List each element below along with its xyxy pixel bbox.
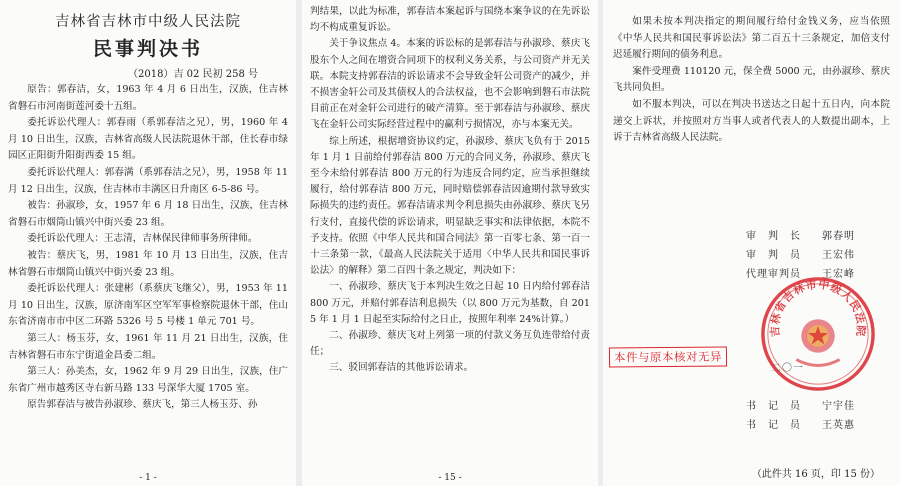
signature-clerk <box>746 397 855 412</box>
paragraph: 委托诉讼代理人：张建彬（系蔡庆飞继父），男，1953 年 11 月 10 日出生，汉族，原济南军区空军军事检察院退休干部，住山东省济南市市中区二环路 5326 号 5 号楼 1 单元 701 号。 <box>8 283 288 328</box>
page-number: - 15 - <box>438 473 462 483</box>
paragraph: 第三人：孙美杰，女，1962 年 9 月 29 日出生，汉族，住广东省广州市越秀区寺右新马路 133 号深华大厦 1705 室。 <box>8 366 288 394</box>
signature-judge <box>746 246 855 261</box>
paragraph: 二、孙淑珍、蔡庆飞对上列第一项的付款义务互负连带给付责任； <box>310 330 590 358</box>
signature-name: 王英惠 <box>822 420 855 431</box>
paragraph: 如不服本判决，可以在判决书送达之日起十五日内，向本院递交上诉状，并按照对方当事人或者代表人的人数提出副本，上诉于吉林省高级人民法院。 <box>613 98 890 144</box>
court-seal-icon <box>759 275 877 393</box>
signature-name: 郭春明 <box>822 231 855 242</box>
signature-role: 书 记 员 <box>746 401 801 412</box>
signature-presiding-judge <box>746 227 855 242</box>
signature-role: 代理审判员 <box>746 269 801 280</box>
page-number: - 1 - <box>139 473 157 483</box>
court-name: 吉林省吉林市中级人民法院 <box>55 14 241 30</box>
paragraph: 被告：蔡庆飞，男，1981 年 10 月 13 日出生，汉族，住吉林省磐石市烟筒山镇兴中街兴委 23 组。 <box>8 249 288 278</box>
signature-name: 宁宇佳 <box>822 401 855 412</box>
signature-role: 审 判 员 <box>746 250 801 261</box>
document-page-16 <box>603 0 900 486</box>
signature-name: 王宏伟 <box>822 250 855 261</box>
paragraph: 原告郭春洁与被告孙淑珍、蔡庆飞，第三人杨玉芬、孙 <box>27 399 258 411</box>
document-title: 民事判决书 <box>92 38 203 60</box>
judgment-date: 二〇一 <box>771 363 804 374</box>
document-page-1 <box>0 0 296 486</box>
signature-name: 王宏峰 <box>822 269 855 280</box>
seal-text: 吉林省吉林市中级人民法院 <box>768 277 868 338</box>
paragraph: 被告：孙淑珍，女，1957 年 6 月 18 日出生，汉族，住吉林省磐石市烟筒山镇兴中街兴委 23 组。 <box>8 200 288 228</box>
paragraph: 第三人：杨玉芬，女，1961 年 11 月 21 日出生，汉族，住吉林省磐石市东宁街道金昌委二组。 <box>8 332 288 361</box>
paragraph: 综上所述，根据增资协议约定，孙淑珍、蔡庆飞负有于 2015 年 1 月 1 日前给付郭春洁 800 万元的合同义务，孙淑珍、蔡庆飞至今未给付郭春洁 800 万元的行为违反合同约定，应当承担继续履行，给付郭春洁 800 万元，同时赔偿郭春洁因逾期付款导致实际损失的违约责任。郭春洁请求判令利息损失由孙淑珍、蔡庆飞另行支付，直接代偿的诉讼请求，明显缺乏事实和法律依据，本院不予支持。依照《中华人民共和国合同法》第一百零七条、第一百一十三条第一款，《最高人民法院关于适用〈中华人民共和国民事诉讼法〉的解释》第二百四十条之规定，判决如下： <box>310 135 590 277</box>
case-number: （2018）吉 02 民初 258 号 <box>128 69 258 80</box>
paragraph: 委托诉讼代理人：王志清，吉林保民律师事务所律师。 <box>27 233 258 245</box>
paragraph: 原告：郭春洁，女，1963 年 4 月 6 日出生，汉族，住吉林省磐石市河南街莲河委十五组。 <box>8 84 288 112</box>
paragraph: 案件受理费 110120 元，保全费 5000 元，由孙淑珍、蔡庆飞共同负担。 <box>613 65 890 94</box>
certified-copy-stamp: 本件与原本核对无异 <box>609 346 727 367</box>
document-page-15 <box>302 0 598 486</box>
copies-note: （此件共 16 页，印 15 份） <box>751 469 880 480</box>
signature-clerk <box>746 416 855 431</box>
paragraph: 三、驳回郭春洁的其他诉讼请求。 <box>329 362 474 374</box>
paragraph: 关于争议焦点 4。本案的诉讼标的是郭春洁与孙淑珍、蔡庆飞股东个人之间在增资合同项下的权利义务关系，与公司资产并无关联。本院支持郭春洁的诉讼请求不会导致金轩公司资产的减少，并不损害金轩公司及其债权人的合法权益，也不会影响到磐石市法院目前正在对金轩公司进行的破产清算。至于郭春洁与孙淑珍、蔡庆飞在金轩公司实际经营过程中的赢利亏损情况，亦与本案无关。 <box>310 38 590 131</box>
paragraph: 判结果，以此为标准，郭春洁本案起诉与国绕本案争议的在先诉讼均不构成重复诉讼。 <box>310 6 590 34</box>
signature-role: 审 判 长 <box>746 231 801 242</box>
paragraph: 委托诉讼代理人：郭春满（系郭春洁之兄），男，1958 年 11 月 12 日出生，汉族，住吉林市丰满区日升南区 6-5-86 号。 <box>8 166 288 195</box>
signature-role: 书 记 员 <box>746 420 801 431</box>
paragraph: 委托诉讼代理人：郭春雨（系郭春洁之兄），男，1960 年 4 月 10 日出生，汉族，吉林省高级人民法院退休干部，住长春市绿园区正阳街升阳街西委 15 组。 <box>8 117 288 162</box>
paragraph: 一、孙淑珍、蔡庆飞于本判决生效之日起 10 日内给付郭春洁 800 万元，并赔付郭春洁利息损失（以 800 万元为基数，自 2015 年 1 月 1 日起至实际给付之日止，按照年利率 24%计算。） <box>310 281 590 325</box>
paragraph: 如果未按本判决指定的期间履行给付金钱义务，应当依照《中华人民共和国民事诉讼法》第二百五十三条规定，加倍支付迟延履行期间的债务利息。 <box>613 16 890 61</box>
